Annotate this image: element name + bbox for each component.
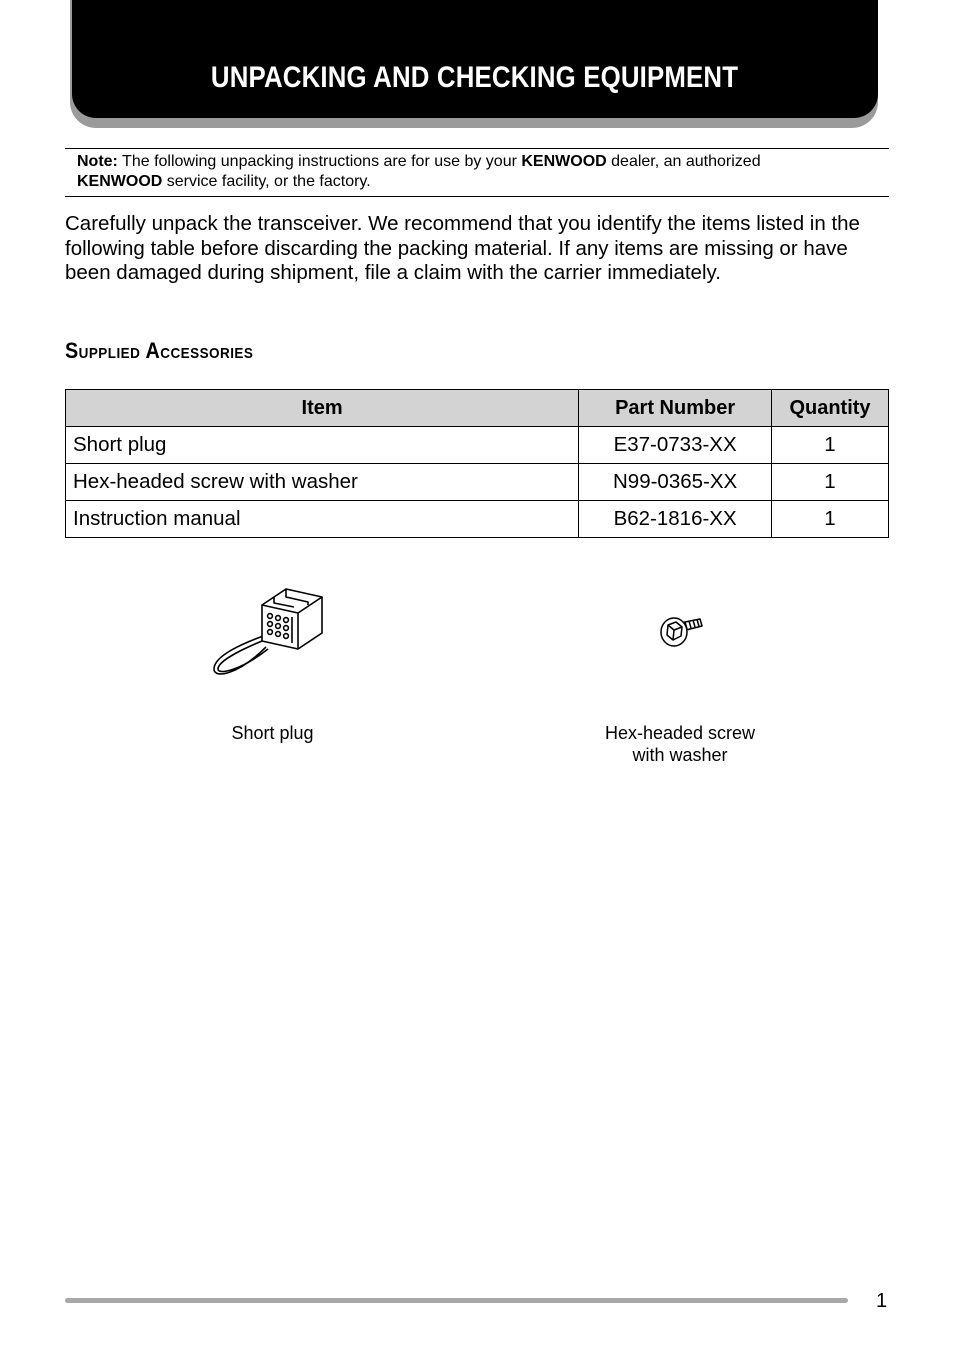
column-header-item: Item bbox=[66, 390, 579, 427]
screw-caption-line1: Hex-headed screw bbox=[604, 723, 756, 743]
cell-part-number: E37-0733-XX bbox=[579, 427, 772, 464]
cell-quantity: 1 bbox=[772, 427, 889, 464]
table-header-row bbox=[66, 390, 889, 427]
note-label: Note: bbox=[77, 153, 118, 170]
footer-rule bbox=[65, 1298, 848, 1303]
table-row bbox=[66, 464, 889, 501]
table-row bbox=[66, 501, 889, 538]
note-text-1: The following unpacking instructions are for use by your bbox=[117, 153, 522, 170]
note-brand-2: KENWOOD bbox=[77, 173, 163, 190]
intro-paragraph: Carefully unpack the transceiver. We recommend that you identify the items listed in the following table before discarding the packing material. If any items are missing or have been damaged during shipment, file a claim with the carrier immediately. bbox=[65, 212, 860, 284]
cell-item: Short plug bbox=[66, 427, 579, 464]
hex-screw-icon bbox=[658, 612, 706, 650]
cell-item: Instruction manual bbox=[66, 501, 579, 538]
cell-quantity: 1 bbox=[772, 501, 889, 538]
column-header-quantity: Quantity bbox=[772, 390, 889, 427]
note-brand-1: KENWOOD bbox=[521, 153, 607, 170]
short-plug-icon bbox=[208, 583, 330, 681]
note-text-3: service facility, or the factory. bbox=[162, 173, 371, 190]
page-header bbox=[72, 0, 878, 118]
page-title: UNPACKING AND CHECKING EQUIPMENT bbox=[211, 61, 739, 94]
cell-part-number: B62-1816-XX bbox=[579, 501, 772, 538]
short-plug-caption: Short plug bbox=[231, 723, 314, 743]
column-header-part-number: Part Number bbox=[579, 390, 772, 427]
note-box bbox=[65, 148, 889, 197]
note-text-2: dealer, an authorized bbox=[606, 153, 761, 170]
section-heading: Supplied Accessories bbox=[65, 338, 254, 363]
cell-quantity: 1 bbox=[772, 464, 889, 501]
cell-part-number: N99-0365-XX bbox=[579, 464, 772, 501]
accessories-table bbox=[65, 389, 889, 538]
page-number: 1 bbox=[876, 1290, 888, 1312]
screw-caption bbox=[585, 722, 775, 766]
cell-item: Hex-headed screw with washer bbox=[66, 464, 579, 501]
table-row bbox=[66, 427, 889, 464]
screw-caption-line2: with washer bbox=[632, 745, 728, 765]
